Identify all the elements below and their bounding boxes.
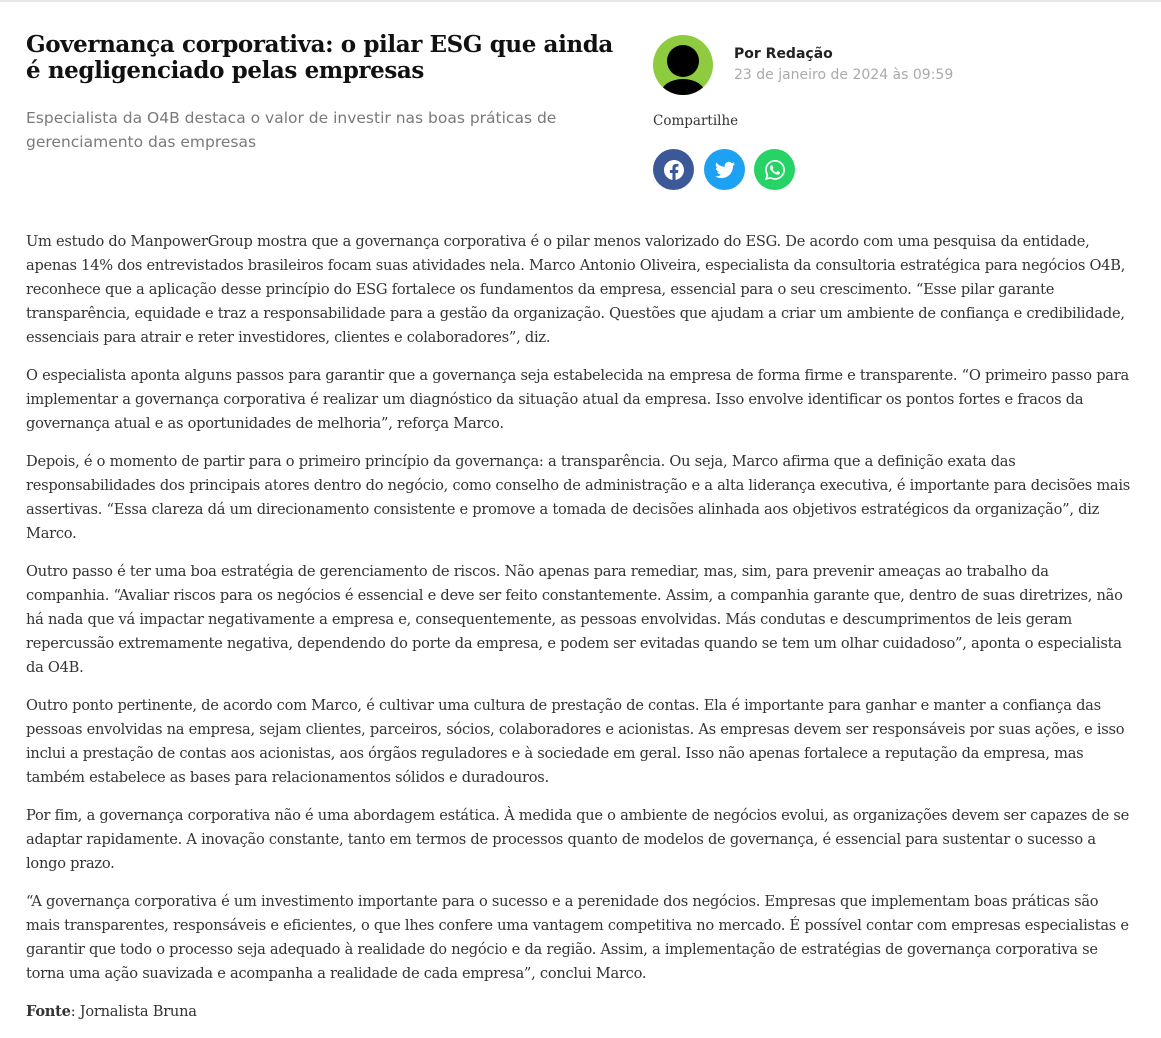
article-source bbox=[26, 1000, 1136, 1024]
source-value: : Jornalista Bruna bbox=[70, 1003, 197, 1020]
author-avatar bbox=[653, 35, 713, 95]
top-divider bbox=[0, 0, 1161, 2]
share-twitter-button[interactable] bbox=[704, 149, 745, 190]
author-name[interactable]: Por Redação bbox=[734, 46, 833, 62]
article-paragraph: Um estudo do ManpowerGroup mostra que a governança corporativa é o pilar menos valorizado do ESG. De acordo com uma pesquisa da entidade, apenas 14% dos entrevistados brasileiros focam suas atividades nela. Marco Antonio Oliveira, especialista da consultoria estratégica para negócios O4B, reconhece que a aplicação desse princípio do ESG fortalece os fundamentos da empresa, essencial para o seu crescimento. “Esse pilar garante transparência, equidade e traz a responsabilidade para a gestão da organização. Questões que ajudam a criar um ambiente de confiança e credibilidade, essenciais para atrair e reter investidores, clientes e colaboradores”, diz. bbox=[26, 233, 1126, 346]
article-subtitle: Especialista da O4B destaca o valor de investir nas boas práticas de gerenciamento das empresas bbox=[26, 109, 557, 151]
avatar-head bbox=[667, 45, 699, 77]
article-paragraph: Por fim, a governança corporativa não é uma abordagem estática. À medida que o ambiente de negócios evolui, as organizações devem ser capazes de se adaptar rapidamente. A inovação constante, tanto em termos de processos quanto de modelos de governança, é essencial para sustentar o sucesso a longo prazo. bbox=[26, 807, 1130, 872]
article-paragraph: Depois, é o momento de partir para o primeiro princípio da governança: a transparência. Ou seja, Marco afirma que a definição exata das responsabilidades dos principais atores dentro do negócio, como conselho de administração e a alta liderança executiva, é importante para decisões mais assertivas. “Essa clareza dá um direcionamento consistente e promove a tomada de decisões alinhada aos objetivos estratégicos da organização”, diz Marco. bbox=[26, 453, 1131, 542]
article-body bbox=[26, 230, 1136, 1038]
share-label: Compartilhe bbox=[653, 113, 739, 129]
article-paragraph: Outro ponto pertinente, de acordo com Marco, é cultivar uma cultura de prestação de contas. Ela é importante para ganhar e manter a confiança das pessoas envolvidas na empresa, sejam clientes, parceiros, sócios, colaboradores e acionistas. As empresas devem ser responsáveis por suas ações, e isso inclui a prestação de contas aos acionistas, aos órgãos reguladores e à sociedade em geral. Isso não apenas fortalece a reputação da empresa, mas também estabelece as bases para relacionamentos sólidos e duradouros. bbox=[26, 697, 1125, 786]
share-facebook-button[interactable] bbox=[653, 149, 694, 190]
source-label: Fonte bbox=[26, 1003, 71, 1020]
article-paragraph: “A governança corporativa é um investimento importante para o sucesso e a perenidade dos negócios. Empresas que implementam boas práticas são mais transparentes, responsáveis e eficientes, o que lhes confere uma vantagem competitiva no mercado. É possível contar com empresas especialistas e garantir que todo o processo seja adequado à realidade do negócio e da região. Assim, a implementação de estratégias de governança corporativa se torna uma ação suavizada e acompanha a realidade de cada empresa”, conclui Marco. bbox=[26, 893, 1129, 982]
avatar-shoulders bbox=[661, 79, 705, 95]
article-header bbox=[26, 32, 1136, 202]
publish-date: 23 de janeiro de 2024 às 09:59 bbox=[734, 67, 954, 83]
article-paragraph: Outro passo é ter uma boa estratégia de gerenciamento de riscos. Não apenas para remediar, mas, sim, para prevenir ameaças ao trabalho da companhia. “Avaliar riscos para os negócios é essencial e deve ser feito constantemente. Assim, a companhia garante que, dentro de suas diretrizes, não há nada que vá impactar negativamente a empresa e, consequentemente, as pessoas envolvidas. Más condutas e descumprimentos de leis geram repercussão extremamente negativa, dependendo do porte da empresa, e podem ser evitadas quando se tem um olhar cuidadoso”, aponta o especialista da O4B. bbox=[26, 563, 1123, 676]
share-whatsapp-button[interactable] bbox=[754, 149, 795, 190]
article-title: Governança corporativa: o pilar ESG que ainda é negligenciado pelas empresas bbox=[26, 31, 613, 84]
article-paragraph: O especialista aponta alguns passos para garantir que a governança seja estabelecida na empresa de forma firme e transparente. “O primeiro passo para implementar a governança corporativa é realizar um diagnóstico da situação atual da empresa. Isso envolve identificar os pontos fortes e fracos da governança atual e as oportunidades de melhoria”, reforça Marco. bbox=[26, 367, 1129, 432]
facebook-icon bbox=[664, 160, 684, 180]
twitter-icon bbox=[715, 160, 735, 180]
whatsapp-icon bbox=[765, 160, 785, 180]
